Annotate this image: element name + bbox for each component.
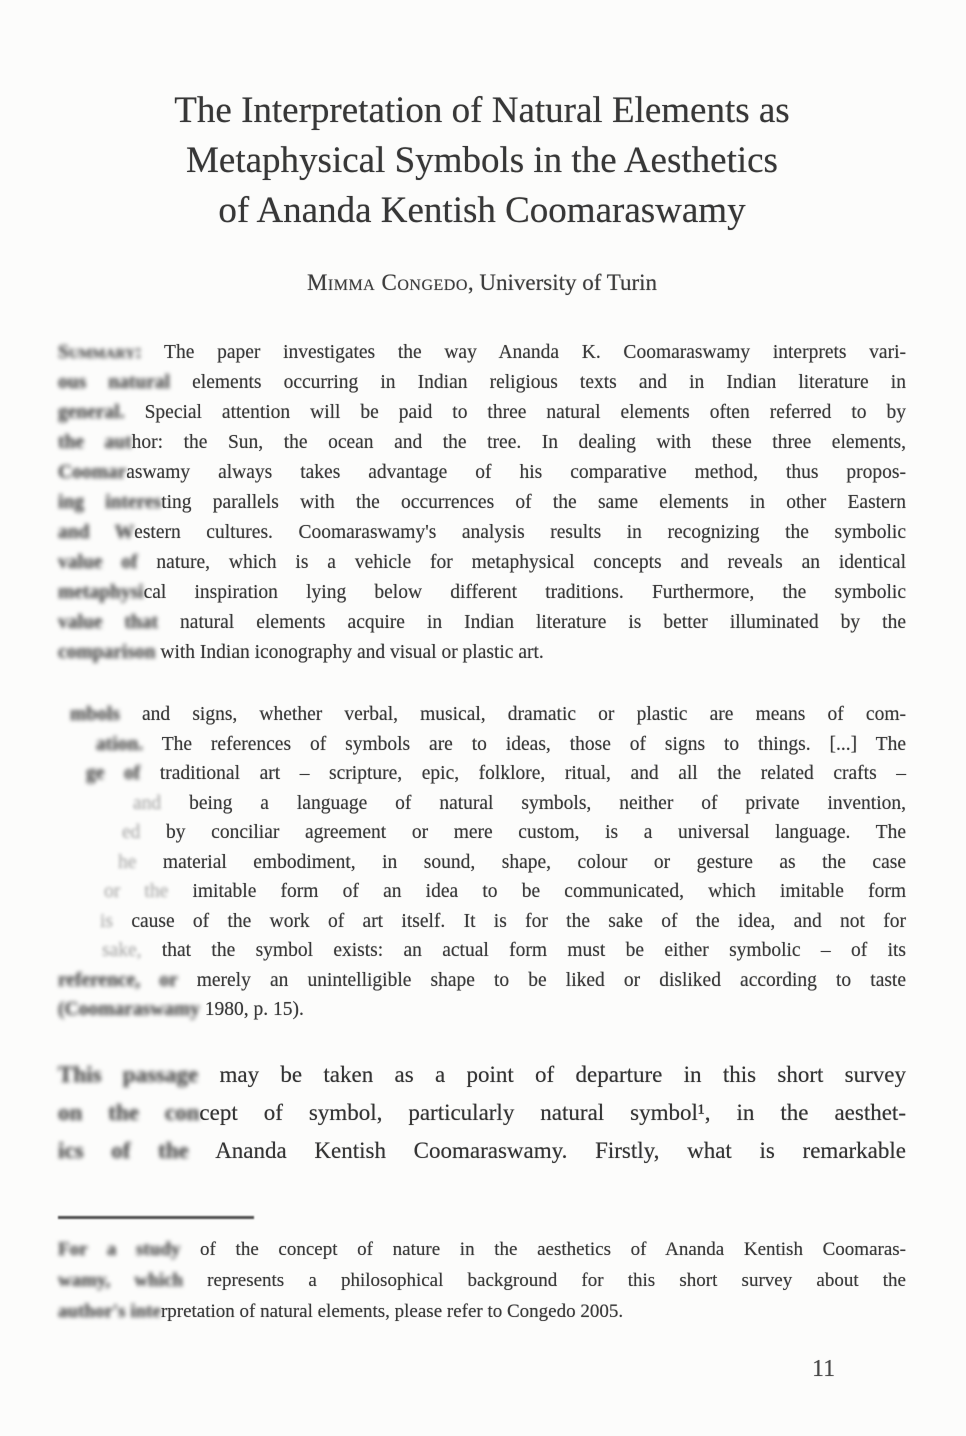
text-line [104, 877, 906, 907]
text-line: The Interpretation of Natural Elements as [174, 90, 790, 131]
line-text: of the concept of nature in the aesthetics of Ananda Kentish Coomaras- [180, 1239, 906, 1260]
line-text: merely an unintelligible shape to be liked or disliked according to taste [177, 969, 907, 991]
text-line [58, 368, 906, 398]
text-line [58, 638, 906, 668]
text-line [58, 1265, 906, 1296]
author-name: Mimma Congedo [306, 270, 468, 295]
smudged-text: ing interes [58, 492, 162, 513]
line-text: The references of symbols are to ideas, those of signs to things. [...] The [143, 733, 906, 755]
line-text: and signs, whether verbal, musical, dramatic or plastic are means of com- [119, 704, 906, 725]
line-text: Special attention will be paid to three natural elements often referred to by [124, 402, 906, 423]
smudged-text: author's inte [58, 1301, 161, 1322]
text-line [58, 1234, 906, 1265]
text-line [58, 1296, 906, 1327]
line-text: Ananda Kentish Coomaraswamy. Firstly, what is remarkable [188, 1138, 906, 1163]
smudged-text: comparison [58, 642, 156, 663]
text-line [122, 818, 906, 848]
line-text: with Indian iconography and visual or plastic art. [155, 642, 544, 663]
smudged-text: ed [122, 822, 141, 843]
text-line [58, 966, 906, 996]
text-line [58, 995, 906, 1025]
text-line [58, 488, 906, 518]
page-number: 11 [812, 1356, 836, 1382]
text-line [100, 907, 906, 937]
text-line [96, 730, 906, 760]
line-text: natural elements acquire in Indian literature is better illuminated by the [158, 612, 907, 633]
text-line [58, 578, 906, 608]
text-line: of Ananda Kentish Coomaraswamy [218, 190, 746, 231]
text-line [58, 1056, 906, 1094]
text-line [102, 936, 906, 966]
text-line [133, 789, 906, 819]
line-text: cal inspiration lying below different traditions. Furthermore, the symbolic [143, 582, 906, 603]
line-text: estern cultures. Coomaraswamy's analysis results in recognizing the symbolic [134, 522, 906, 543]
line-text: The paper investigates the way Ananda K. Coomaraswamy interprets vari- [141, 342, 906, 363]
smudged-text: general. [58, 402, 125, 423]
text-line [58, 458, 906, 488]
text-line [58, 608, 906, 638]
line-text: imitable form of an idea to be communicated, which imitable form [168, 881, 906, 902]
text-line [70, 700, 906, 730]
line-text: 1980, p. 15). [199, 999, 304, 1020]
smudged-text: For a study [58, 1239, 181, 1260]
smudged-text: on the con [58, 1100, 200, 1125]
smudged-text: he [118, 851, 137, 873]
text-line [118, 848, 906, 878]
line-text: cept of symbol, particularly natural symbol¹, in the aesthet- [199, 1100, 906, 1125]
smudged-text: wamy, which [58, 1270, 183, 1291]
line-text: traditional art – scripture, epic, folklore, ritual, and all the related crafts – [140, 763, 906, 784]
line-text: aswamy always takes advantage of his comparative method, thus propos- [126, 462, 906, 483]
body-paragraph [58, 1056, 906, 1170]
smudged-text: or the [104, 881, 169, 902]
smudged-text: value that [58, 612, 159, 633]
line-text: by conciliar agreement or mere custom, is a universal language. The [140, 822, 906, 843]
smudged-text: and W [58, 522, 135, 543]
smudged-text: value of [58, 552, 138, 573]
smudged-text: ge of [86, 763, 141, 784]
text-line [58, 518, 906, 548]
smudged-text: and [133, 792, 162, 814]
footnote-separator [58, 1216, 254, 1219]
smudged-text: sake, [102, 940, 142, 961]
smudged-text: is [100, 910, 114, 932]
smudged-text: Coomar [58, 462, 127, 483]
smudged-text: the aut [58, 432, 132, 453]
line-text: elements occurring in Indian religious texts and in Indian literature in [170, 372, 906, 393]
line-text: represents a philosophical background for this short survey about the [183, 1270, 906, 1291]
author-affiliation: , University of Turin [467, 270, 658, 295]
line-text: cause of the work of art itself. It is for the sake of the idea, and not for [113, 910, 906, 932]
text-line [58, 428, 906, 458]
smudged-text: (Coomaraswamy [58, 999, 200, 1020]
smudged-text: This passage [58, 1062, 199, 1087]
line-text: that the symbol exists: an actual form must be either symbolic – of its [141, 940, 906, 961]
smudged-text: metaphysi [58, 582, 144, 603]
article-title [58, 86, 906, 236]
text-line [58, 548, 906, 578]
text-line [58, 338, 906, 368]
text-line [58, 1132, 906, 1170]
text-line [58, 398, 906, 428]
smudged-text: Summary: [58, 342, 142, 363]
line-text: ting parallels with the occurrences of the same elements in other Eastern [161, 492, 906, 513]
smudged-text: mbols [70, 704, 120, 725]
text-line: Metaphysical Symbols in the Aesthetics [186, 140, 778, 181]
line-text: nature, which is a vehicle for metaphysical concepts and reveals an identical [137, 552, 906, 573]
block-quote [58, 700, 906, 1025]
line-text: rpretation of natural elements, please refer to Congedo 2005. [160, 1301, 624, 1322]
smudged-text: ation. [96, 733, 144, 755]
smudged-text: ous natural [58, 372, 171, 393]
smudged-text: reference, or [58, 969, 178, 991]
text-line [58, 1094, 906, 1132]
smudged-text: ics of the [58, 1138, 189, 1163]
line-text: being a language of natural symbols, neither of private invention, [161, 792, 906, 814]
summary-paragraph [58, 338, 906, 668]
line-text: may be taken as a point of departure in this short survey [198, 1062, 907, 1087]
text-line [86, 759, 906, 789]
footnote-paragraph [58, 1234, 906, 1327]
line-text: material embodiment, in sound, shape, colour or gesture as the case [136, 851, 906, 873]
line-text: hor: the Sun, the ocean and the tree. In dealing with these three elements, [131, 432, 906, 453]
author-byline [58, 270, 906, 296]
